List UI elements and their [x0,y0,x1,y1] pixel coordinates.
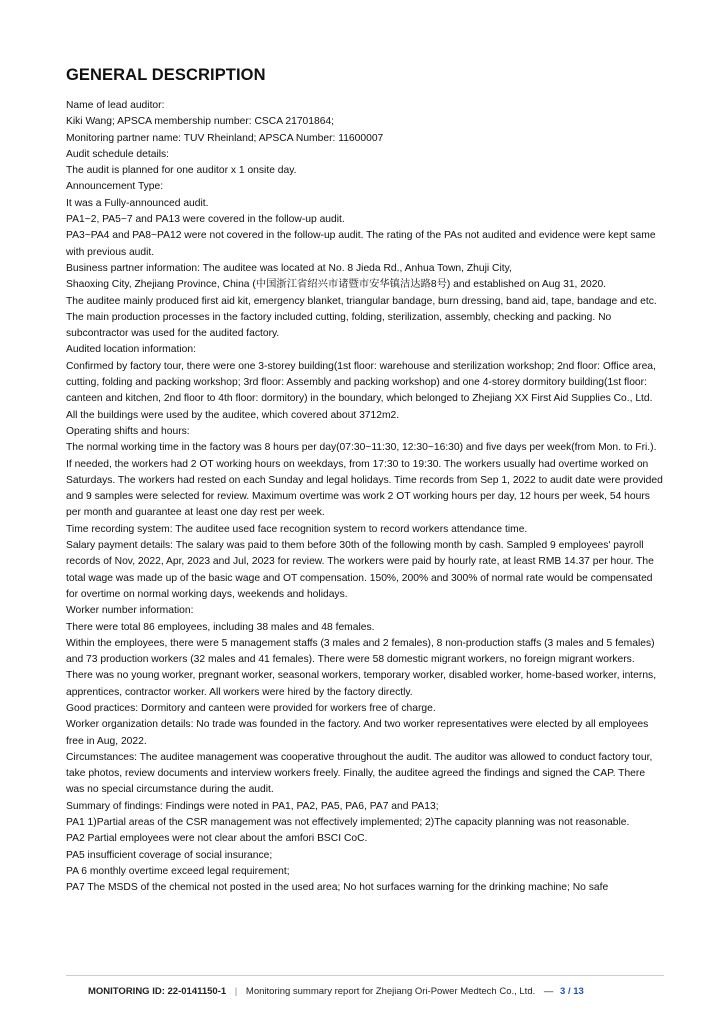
footer-divider [66,975,664,976]
paragraph-processes: The main production processes in the factory included cutting, folding, sterilization, assembly, checking and packing. No subcontractor was used for the audited factory. [66,311,612,340]
paragraph-pa2: PA2 Partial employees were not clear about the amfori BSCI CoC. [66,833,368,845]
description-body [66,98,664,897]
paragraph-pa5: PA5 insufficient coverage of social insurance; [66,849,273,861]
paragraph-shifts-label: Operating shifts and hours: [66,425,190,437]
paragraph-schedule-label: Audit schedule details: [66,148,170,160]
paragraph-buildings: All the buildings were used by the auditee, which covered about 3712m2. [66,409,400,421]
footer-separator: | [234,986,238,997]
footer-dash: — [543,986,554,997]
paragraph-worker-total: There were total 86 employees, including 38 males and 48 females. [66,621,375,633]
footer-page-number: 3 / 13 [560,986,584,997]
paragraph-schedule: The audit is planned for one auditor x 1 onsite day. [66,165,297,177]
paragraph-worker-breakdown: Within the employees, there were 5 management staffs (3 males and 2 females), 8 non-production staffs (3 males and 5 females) and 73 production workers (32 males and 41 females). There were 58 domestic migrant workers, no foreign migrant workers. There was no young worker, pregnant worker, seasonal workers, temporary worker, disabled worker, home-based worker, interns, apprentices, contractor worker. All workers were hired by the factory directly. [66,637,657,698]
paragraph-announcement: It was a Fully-announced audit. [66,197,209,209]
paragraph-time-recording: Time recording system: The auditee used face recognition system to record workers attendance time. [66,523,528,535]
paragraph-summary-findings: Summary of findings: Findings were noted in PA1, PA2, PA5, PA6, PA7 and PA13; [66,800,439,812]
paragraph-pa1: PA1 1)Partial areas of the CSR management was not effectively implemented; 2)The capacity planning was not reasonable. [66,817,630,829]
paragraph-worker-organization: Worker organization details: No trade was founded in the factory. And two worker representatives were elected by all employees free in Aug, 2022. [66,719,649,747]
paragraph-location: Confirmed by factory tour, there were one 3-storey building(1st floor: warehouse and sterilization workshop; 2nd floor: Office area, cutting, folding and packing workshop; 3rd floor: Assembly and packing workshop) and one 4-storey dormitory building(1st floor: canteen and kitchen, 2nd floor to 4th floor: dormitory) in the boundary, which belonged to Zhejiang XX First Aid Supplies Co., Ltd. [66,360,656,405]
paragraph-lead-auditor: Kiki Wang; APSCA membership number: CSCA 21701864; [66,116,335,128]
footer-monitoring-id: MONITORING ID: 22-0141150-1 [88,986,227,997]
paragraph-monitoring-partner: Monitoring partner name: TUV Rheinland; APSCA Number: 11600007 [66,132,384,144]
paragraph-pa6: PA 6 monthly overtime exceed legal requirement; [66,865,290,877]
paragraph-location-label: Audited location information: [66,344,196,356]
paragraph-circumstances: Circumstances: The auditee management was cooperative throughout the audit. The auditor was allowed to conduct factory tour, take photos, review documents and interview workers freely. Finally, the auditee agreed the findings and signed the CAP. There was no special circumstance during the audit. [66,751,653,796]
paragraph-salary: Salary payment details: The salary was paid to them before 30th of the following month by cash. Sampled 9 employees' payroll records of Nov, 2022, Apr, 2023 and Jul, 2023 for review. The workers were paid by hourly rate, at least RMB 14.37 per hour. The total wage was made up of the basic wage and OT compensation. 150%, 200% and 300% of normal rate would be compensated for overtime on normal working days, weekends and holidays. [66,540,654,600]
paragraph-pa7: PA7 The MSDS of the chemical not posted in the used area; No hot surfaces warning for the drinking machine; No safe [66,882,609,894]
paragraph-business-partner: Business partner information: The auditee was located at No. 8 Jieda Rd., Anhua Town, Zhuji City, [66,262,512,274]
paragraph-covered-pas: PA1~2, PA5~7 and PA13 were covered in the follow-up audit. [66,214,345,226]
paragraph-good-practices: Good practices: Dormitory and canteen were provided for workers free of charge. [66,702,436,714]
paragraph-announcement-label: Announcement Type: [66,181,164,193]
paragraph-shifts: The normal working time in the factory was 8 hours per day(07:30~11:30, 12:30~16:30) and five days per week(from Mon. to Fri.). If needed, the workers had 2 OT working hours on weekdays, from 17:30 to 19:30. The workers usually had overtime worked on Saturdays. The workers had rested on each Sunday and legal holidays. Time records from Sep 1, 2022 to audit date were provided and 9 samples were selected for review. Maximum overtime was work 2 OT working hours per day, 12 hours per week, 54 hours per month and guarantee at least one day rest per week. [66,442,663,519]
paragraph-address: Shaoxing City, Zhejiang Province, China (中国浙江省绍兴市诸暨市安华镇洁达路8号) and established on Aug 31, 2020. [66,279,607,291]
paragraph-lead-auditor-label: Name of lead auditor: [66,100,165,111]
page-title: GENERAL DESCRIPTION [66,66,266,84]
paragraph-worker-number-label: Worker number information: [66,605,194,617]
page-footer [88,986,668,997]
paragraph-not-covered-pas: PA3~PA4 and PA8~PA12 were not covered in the follow-up audit. The rating of the PAs not audited and evidence were kept same with previous audit. [66,230,656,258]
paragraph-products: The auditee mainly produced first aid kit, emergency blanket, triangular bandage, burn dressing, band aid, tape, bandage and etc. [66,295,657,307]
footer-report-title: Monitoring summary report for Zhejiang Ori-Power Medtech Co., Ltd. [245,986,536,997]
